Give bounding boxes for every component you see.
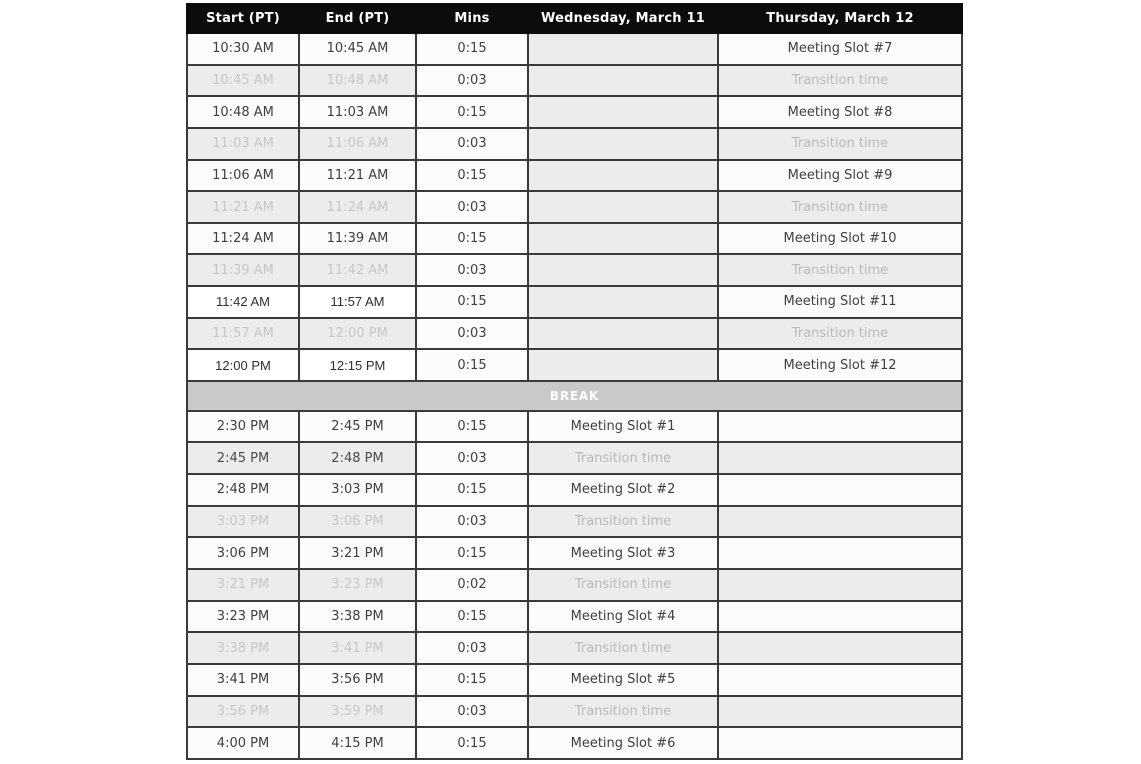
table-header-row <box>187 4 962 33</box>
break-row <box>187 381 962 411</box>
thursday-cell: Meeting Slot #8 <box>718 96 962 128</box>
table-row <box>187 160 962 192</box>
table-row <box>187 223 962 255</box>
mins-cell: 0:15 <box>416 223 528 255</box>
mins-cell: 0:03 <box>416 65 528 97</box>
start-time-cell: 10:45 AM <box>187 65 299 97</box>
header-mins: Mins <box>416 4 528 33</box>
table-row <box>187 191 962 223</box>
start-time-cell: 10:48 AM <box>187 96 299 128</box>
end-time-cell: 10:45 AM <box>299 33 416 65</box>
table-row <box>187 569 962 601</box>
mins-cell: 0:15 <box>416 286 528 318</box>
thursday-cell <box>718 696 962 728</box>
mins-cell: 0:03 <box>416 191 528 223</box>
start-time-cell: 3:56 PM <box>187 696 299 728</box>
end-time-cell: 12:15 PM <box>299 349 416 381</box>
wednesday-cell <box>528 223 718 255</box>
mins-cell: 0:15 <box>416 160 528 192</box>
start-time-cell: 3:06 PM <box>187 537 299 569</box>
end-time-cell: 3:41 PM <box>299 632 416 664</box>
thursday-cell: Transition time <box>718 191 962 223</box>
start-time-cell: 2:30 PM <box>187 411 299 443</box>
table-row <box>187 286 962 318</box>
start-time-cell: 2:45 PM <box>187 442 299 474</box>
break-label: BREAK <box>187 381 962 411</box>
end-time-cell: 2:45 PM <box>299 411 416 443</box>
wednesday-cell: Transition time <box>528 696 718 728</box>
table-row <box>187 632 962 664</box>
thursday-cell: Meeting Slot #7 <box>718 33 962 65</box>
table-row <box>187 506 962 538</box>
schedule-table <box>186 3 963 760</box>
table-row <box>187 33 962 65</box>
start-time-cell: 10:30 AM <box>187 33 299 65</box>
start-time-cell: 12:00 PM <box>187 349 299 381</box>
mins-cell: 0:03 <box>416 632 528 664</box>
start-time-cell: 3:21 PM <box>187 569 299 601</box>
table-row <box>187 65 962 97</box>
thursday-cell: Transition time <box>718 65 962 97</box>
header-start-pt: Start (PT) <box>187 4 299 33</box>
mins-cell: 0:03 <box>416 254 528 286</box>
end-time-cell: 3:03 PM <box>299 474 416 506</box>
start-time-cell: 4:00 PM <box>187 727 299 759</box>
end-time-cell: 3:23 PM <box>299 569 416 601</box>
header-wednesday: Wednesday, March 11 <box>528 4 718 33</box>
end-time-cell: 10:48 AM <box>299 65 416 97</box>
wednesday-cell <box>528 349 718 381</box>
wednesday-cell <box>528 286 718 318</box>
end-time-cell: 3:59 PM <box>299 696 416 728</box>
end-time-cell: 3:56 PM <box>299 664 416 696</box>
wednesday-cell <box>528 33 718 65</box>
thursday-cell <box>718 506 962 538</box>
end-time-cell: 3:21 PM <box>299 537 416 569</box>
thursday-cell: Transition time <box>718 128 962 160</box>
start-time-cell: 3:41 PM <box>187 664 299 696</box>
mins-cell: 0:03 <box>416 128 528 160</box>
wednesday-cell: Meeting Slot #1 <box>528 411 718 443</box>
thursday-cell: Transition time <box>718 318 962 350</box>
mins-cell: 0:15 <box>416 33 528 65</box>
thursday-cell <box>718 537 962 569</box>
wednesday-cell <box>528 254 718 286</box>
thursday-cell: Meeting Slot #11 <box>718 286 962 318</box>
mins-cell: 0:03 <box>416 506 528 538</box>
mins-cell: 0:15 <box>416 601 528 633</box>
table-row <box>187 696 962 728</box>
start-time-cell: 11:39 AM <box>187 254 299 286</box>
thursday-cell <box>718 664 962 696</box>
thursday-cell <box>718 727 962 759</box>
thursday-cell: Transition time <box>718 254 962 286</box>
table-row <box>187 664 962 696</box>
wednesday-cell: Transition time <box>528 442 718 474</box>
wednesday-cell <box>528 128 718 160</box>
end-time-cell: 12:00 PM <box>299 318 416 350</box>
mins-cell: 0:15 <box>416 537 528 569</box>
start-time-cell: 11:03 AM <box>187 128 299 160</box>
start-time-cell: 3:38 PM <box>187 632 299 664</box>
mins-cell: 0:03 <box>416 442 528 474</box>
end-time-cell: 3:38 PM <box>299 601 416 633</box>
start-time-cell: 3:23 PM <box>187 601 299 633</box>
thursday-cell <box>718 442 962 474</box>
thursday-cell: Meeting Slot #10 <box>718 223 962 255</box>
start-time-cell: 11:06 AM <box>187 160 299 192</box>
wednesday-cell <box>528 65 718 97</box>
thursday-cell: Meeting Slot #12 <box>718 349 962 381</box>
wednesday-cell: Meeting Slot #3 <box>528 537 718 569</box>
start-time-cell: 3:03 PM <box>187 506 299 538</box>
mins-cell: 0:15 <box>416 349 528 381</box>
mins-cell: 0:15 <box>416 474 528 506</box>
end-time-cell: 2:48 PM <box>299 442 416 474</box>
wednesday-cell: Meeting Slot #2 <box>528 474 718 506</box>
end-time-cell: 11:39 AM <box>299 223 416 255</box>
end-time-cell: 3:06 PM <box>299 506 416 538</box>
mins-cell: 0:02 <box>416 569 528 601</box>
end-time-cell: 4:15 PM <box>299 727 416 759</box>
start-time-cell: 11:42 AM <box>187 286 299 318</box>
wednesday-cell: Meeting Slot #6 <box>528 727 718 759</box>
table-row <box>187 318 962 350</box>
wednesday-cell <box>528 191 718 223</box>
table-row <box>187 601 962 633</box>
thursday-cell <box>718 569 962 601</box>
end-time-cell: 11:42 AM <box>299 254 416 286</box>
end-time-cell: 11:57 AM <box>299 286 416 318</box>
mins-cell: 0:15 <box>416 727 528 759</box>
mins-cell: 0:15 <box>416 96 528 128</box>
mins-cell: 0:15 <box>416 664 528 696</box>
end-time-cell: 11:06 AM <box>299 128 416 160</box>
thursday-cell <box>718 474 962 506</box>
table-row <box>187 727 962 759</box>
wednesday-cell: Transition time <box>528 569 718 601</box>
start-time-cell: 2:48 PM <box>187 474 299 506</box>
thursday-cell <box>718 411 962 443</box>
wednesday-cell: Transition time <box>528 506 718 538</box>
wednesday-cell: Transition time <box>528 632 718 664</box>
mins-cell: 0:15 <box>416 411 528 443</box>
mins-cell: 0:03 <box>416 696 528 728</box>
thursday-cell <box>718 632 962 664</box>
header-end-pt: End (PT) <box>299 4 416 33</box>
end-time-cell: 11:03 AM <box>299 96 416 128</box>
table-row <box>187 442 962 474</box>
wednesday-cell <box>528 96 718 128</box>
wednesday-cell <box>528 160 718 192</box>
table-row <box>187 349 962 381</box>
end-time-cell: 11:21 AM <box>299 160 416 192</box>
table-row <box>187 96 962 128</box>
table-row <box>187 128 962 160</box>
end-time-cell: 11:24 AM <box>299 191 416 223</box>
table-row <box>187 474 962 506</box>
header-thursday: Thursday, March 12 <box>718 4 962 33</box>
start-time-cell: 11:24 AM <box>187 223 299 255</box>
wednesday-cell: Meeting Slot #5 <box>528 664 718 696</box>
mins-cell: 0:03 <box>416 318 528 350</box>
table-row <box>187 537 962 569</box>
thursday-cell <box>718 601 962 633</box>
wednesday-cell: Meeting Slot #4 <box>528 601 718 633</box>
start-time-cell: 11:57 AM <box>187 318 299 350</box>
start-time-cell: 11:21 AM <box>187 191 299 223</box>
thursday-cell: Meeting Slot #9 <box>718 160 962 192</box>
table-row <box>187 411 962 443</box>
table-row <box>187 254 962 286</box>
wednesday-cell <box>528 318 718 350</box>
